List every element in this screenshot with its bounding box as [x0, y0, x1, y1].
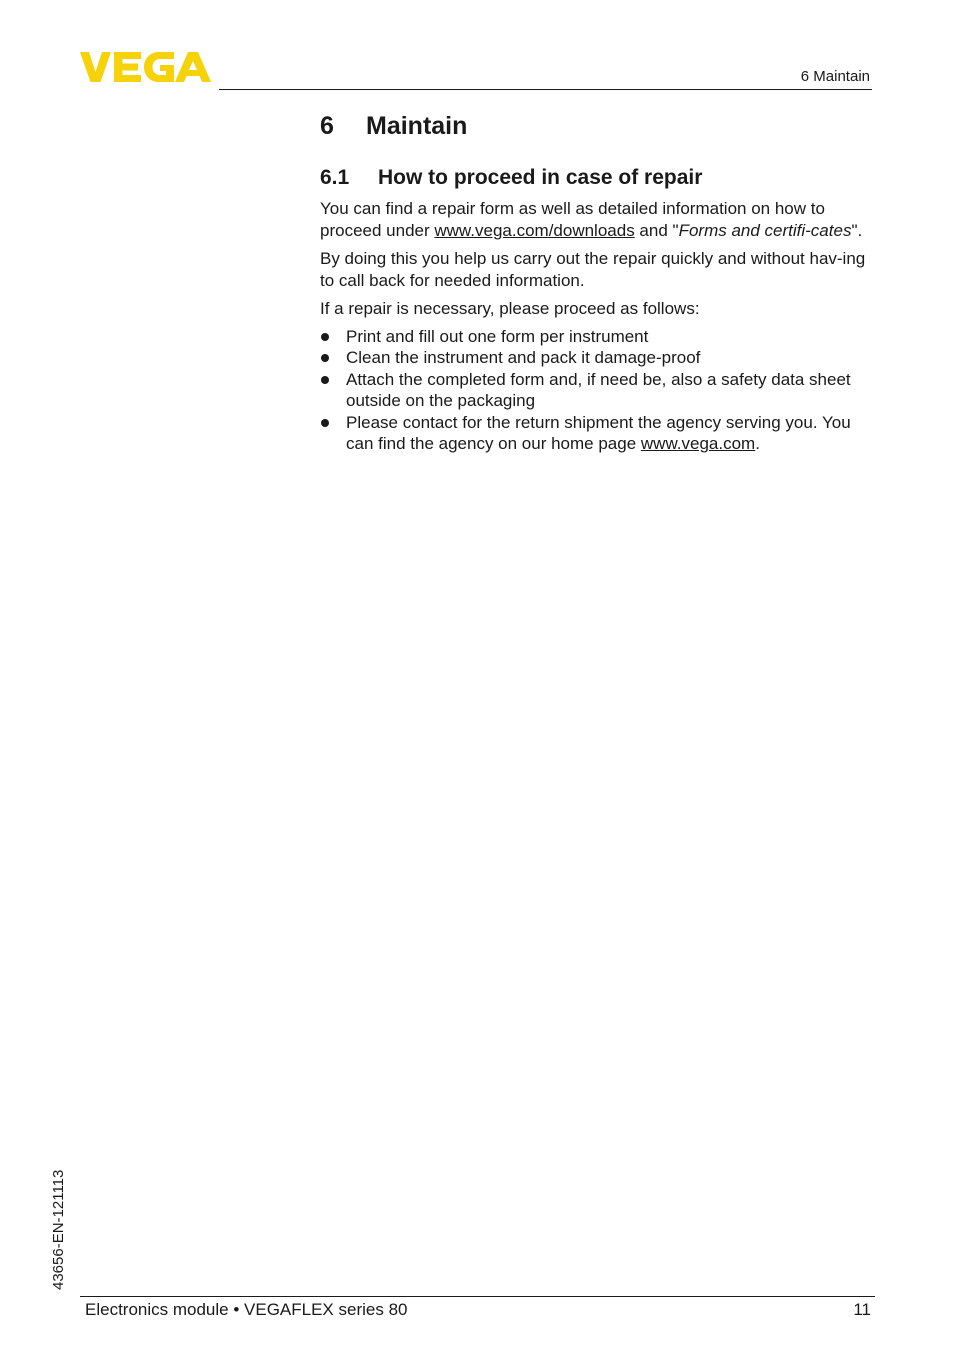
section-heading [320, 164, 876, 192]
section-title: How to proceed in case of repair [378, 166, 703, 189]
paragraph-procedure-intro: If a repair is necessary, please proceed as follows: [320, 299, 700, 318]
paragraph-text: and " [634, 220, 679, 240]
list-item [320, 412, 876, 455]
homepage-link[interactable]: www.vega.com [640, 434, 756, 453]
bullet-icon [321, 419, 329, 427]
page-number: 11 [853, 1300, 871, 1319]
list-item-text: Print and fill out one form per instrument [346, 326, 649, 346]
chapter-number: 6 [320, 112, 334, 140]
chapter-heading [320, 108, 876, 144]
downloads-link[interactable]: www.vega.com/downloads [434, 220, 635, 240]
vega-logo [80, 50, 212, 84]
list-item-text: Attach the completed form and, if need be, also a safety data sheet outside on the packaging [346, 369, 851, 410]
list-item-text: Please contact for the return shipment the agency serving you. You can find the agency on our home page [346, 412, 851, 453]
bullet-icon [321, 333, 329, 341]
paragraph-repair-form [320, 198, 876, 241]
chapter-title: Maintain [366, 112, 468, 140]
section-number: 6.1 [320, 166, 350, 189]
bullet-icon [321, 354, 329, 362]
list-item-text: . [755, 434, 760, 453]
bullet-icon [321, 376, 329, 384]
paragraph-text: ". [851, 220, 863, 240]
footer-rule [80, 1296, 875, 1297]
list-item [320, 326, 876, 348]
paragraph-benefit: By doing this you help us carry out the repair quickly and without hav-ing to call back for needed information. [320, 249, 866, 290]
forms-emphasis: Forms and certifi-cates [678, 220, 852, 240]
paragraph-text: You can find a repair form as well as detailed information on how to proceed under [320, 199, 825, 240]
list-item [320, 369, 876, 412]
procedure-list [320, 326, 876, 455]
page-content [320, 108, 876, 455]
footer-title: Electronics module • VEGAFLEX series 80 [85, 1300, 408, 1319]
list-item [320, 347, 876, 369]
list-item-text: Clean the instrument and pack it damage-proof [346, 348, 701, 367]
header-rule [219, 89, 872, 90]
document-code: 43656-EN-121113 [50, 1169, 67, 1290]
running-header: 6 Maintain [800, 68, 870, 85]
